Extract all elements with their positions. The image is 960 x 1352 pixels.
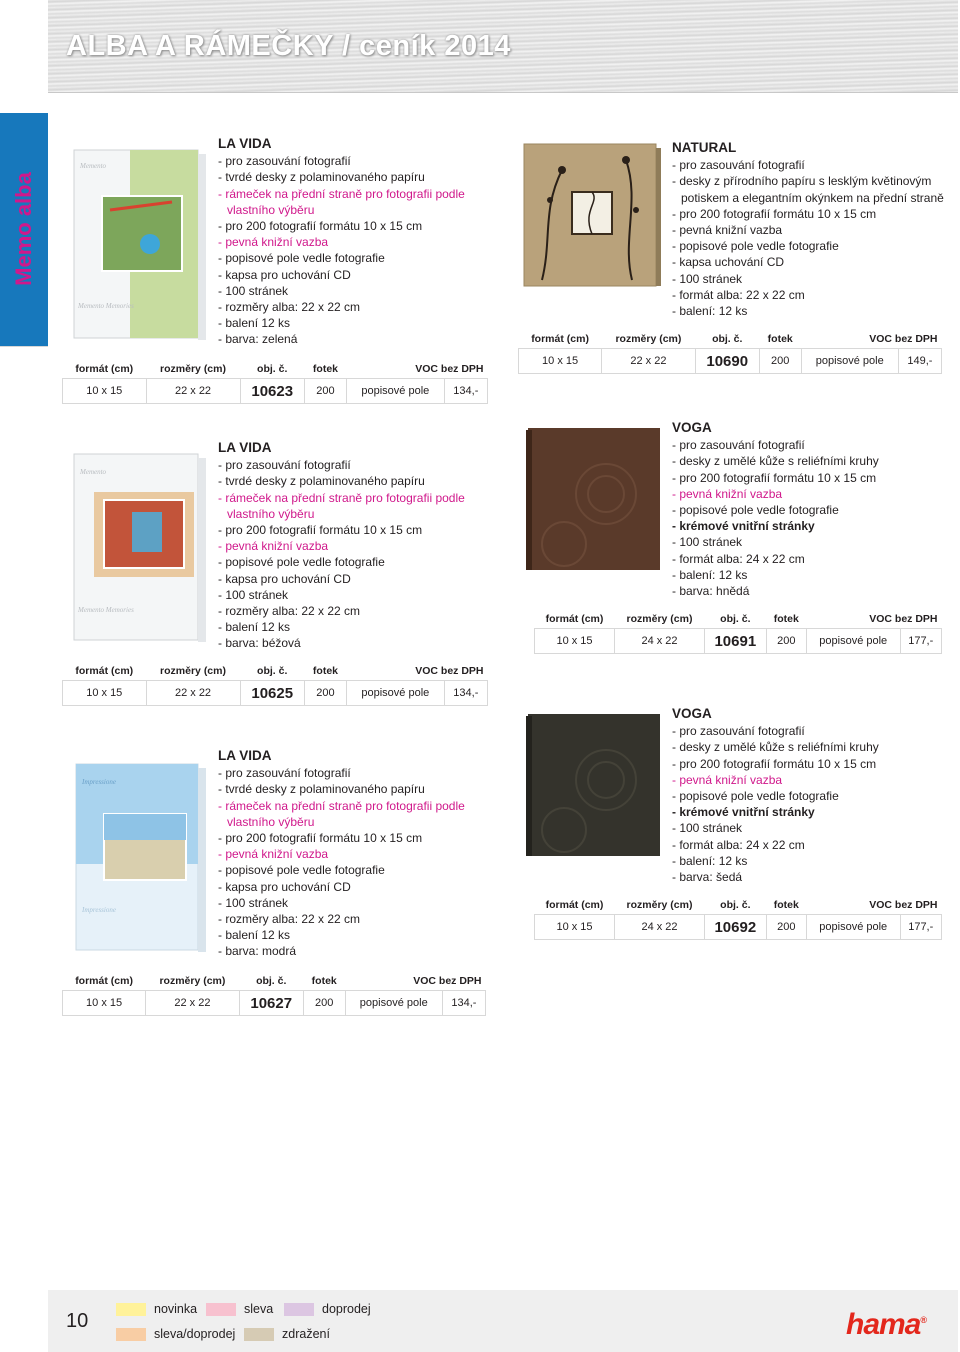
feature-line: - formát alba: 24 x 22 cm	[672, 837, 805, 852]
table-header-cell: obj. č.	[720, 613, 751, 625]
table-header-cell: fotek	[311, 975, 337, 987]
feature-line: - popisové pole vedle fotografie	[672, 503, 839, 518]
feature-line: vlastního výběru	[227, 814, 315, 829]
feature-line: - pro 200 fotografií formátu 10 x 15 cm	[218, 831, 423, 846]
table-cell-photos: 200	[303, 991, 345, 1016]
feature-line: - krémové vnitřní stránky	[672, 805, 815, 820]
registered-mark: ®	[920, 1315, 927, 1325]
feature-line: - pevná knižní vazba	[672, 223, 783, 238]
table-header-cell: formát (cm)	[75, 975, 133, 987]
feature-line: - rámeček na přední straně pro fotografii podle	[218, 798, 465, 813]
table-cell-photos: 200	[304, 681, 346, 706]
feature-line: - pevná knižní vazba	[672, 772, 783, 787]
feature-line: - rozměry alba: 22 x 22 cm	[218, 912, 361, 927]
feature-line: - barva: šedá	[672, 870, 743, 885]
price-table	[534, 610, 942, 654]
table-header-cell: rozměry (cm)	[159, 975, 226, 987]
feature-line: - kapsa pro uchování CD	[218, 267, 351, 282]
feature-line: - barva: béžová	[218, 636, 301, 651]
feature-line: - popisové pole vedle fotografie	[672, 239, 839, 254]
feature-line: - 100 stránek	[218, 587, 289, 602]
feature-line: potiskem a elegantním okýnkem na přední straně	[681, 190, 944, 205]
feature-line: - desky z umělé kůže s reliéfními kruhy	[672, 454, 879, 469]
table-cell-size: 22 x 22	[146, 379, 240, 404]
svg-text:Memento Memories: Memento Memories	[78, 302, 134, 310]
table-header-cell: VOC bez DPH	[415, 665, 484, 677]
table-cell-type: popisové pole	[345, 991, 442, 1016]
feature-line: - balení 12 ks	[218, 928, 291, 943]
table-cell-format: 10 x 15	[63, 379, 147, 404]
feature-line: - tvrdé desky z polaminovaného papíru	[218, 170, 425, 185]
table-cell-price: 134,-	[442, 991, 485, 1016]
product-description	[672, 420, 879, 599]
table-header-cell: fotek	[767, 333, 793, 345]
table-cell-price: 134,-	[444, 379, 487, 404]
feature-line: - rozměry alba: 22 x 22 cm	[218, 300, 361, 315]
table-header-cell: rozměry (cm)	[160, 665, 226, 677]
price-table	[518, 330, 942, 374]
svg-text:Impressione: Impressione	[82, 906, 116, 914]
legend-swatch-doprodej	[284, 1303, 314, 1316]
feature-line: - pro zasouvání fotografií	[672, 724, 805, 739]
album-cover-image	[522, 140, 662, 290]
feature-line: - rámeček na přední straně pro fotografii podle	[218, 186, 465, 201]
table-header-cell: VOC bez DPH	[869, 333, 938, 345]
table-cell-price: 134,-	[444, 681, 487, 706]
table-cell-price: 149,-	[898, 349, 941, 374]
svg-text:Memento: Memento	[80, 162, 107, 170]
table-cell-order: 10627	[239, 991, 303, 1016]
side-tab-label: Memo alba	[11, 172, 36, 286]
product-name: NATURAL	[672, 140, 737, 155]
product-name: VOGA	[672, 420, 712, 435]
feature-line: - balení: 12 ks	[672, 567, 748, 582]
table-header-cell: obj. č.	[720, 899, 751, 911]
table-header-cell: VOC bez DPH	[415, 363, 484, 375]
table-cell-photos: 200	[766, 915, 806, 940]
table-header-cell: rozměry (cm)	[626, 613, 693, 625]
side-tab	[0, 113, 48, 346]
legend-label-novinka: novinka	[154, 1302, 198, 1316]
feature-line: - kapsa pro uchování CD	[218, 571, 351, 586]
album-cover-image	[74, 762, 210, 954]
feature-line: - pevná knižní vazba	[218, 847, 329, 862]
feature-line: - popisové pole vedle fotografie	[218, 555, 385, 570]
feature-line: - pevná knižní vazba	[672, 486, 783, 501]
feature-line: - rozměry alba: 22 x 22 cm	[218, 604, 361, 619]
feature-line: - pro 200 fotografií formátu 10 x 15 cm	[672, 756, 877, 771]
table-cell-type: popisové pole	[346, 681, 444, 706]
table-cell-size: 22 x 22	[602, 349, 696, 374]
table-cell-type: popisové pole	[806, 915, 900, 940]
table-header-cell: fotek	[312, 665, 338, 677]
table-header-cell: obj. č.	[712, 333, 743, 345]
feature-line: - balení 12 ks	[218, 620, 291, 635]
table-cell-photos: 200	[304, 379, 346, 404]
legend-label-zdrazeni: zdražení	[282, 1327, 330, 1341]
feature-line: vlastního výběru	[227, 506, 315, 521]
feature-line: - formát alba: 22 x 22 cm	[672, 287, 805, 302]
table-cell-photos: 200	[766, 629, 806, 654]
album-cover-image	[524, 424, 664, 574]
table-header-cell: VOC bez DPH	[869, 613, 938, 625]
table-cell-order: 10692	[704, 915, 766, 940]
table-cell-format: 10 x 15	[535, 629, 615, 654]
table-cell-order: 10623	[240, 379, 304, 404]
feature-line: - barva: zelená	[218, 332, 298, 347]
feature-line: - barva: modrá	[218, 944, 297, 959]
feature-line: - 100 stránek	[218, 895, 289, 910]
table-cell-size: 22 x 22	[146, 681, 240, 706]
hama-logo	[846, 1308, 926, 1342]
table-cell-price: 177,-	[900, 629, 942, 654]
price-table	[62, 972, 486, 1016]
table-cell-format: 10 x 15	[63, 991, 146, 1016]
feature-line: - pro 200 fotografií formátu 10 x 15 cm	[218, 219, 423, 234]
feature-line: - pro 200 fotografií formátu 10 x 15 cm	[672, 206, 877, 221]
feature-line: - pro 200 fotografií formátu 10 x 15 cm	[218, 523, 423, 538]
table-header-cell: obj. č.	[257, 665, 288, 677]
legend-swatch-zdrazeni	[244, 1328, 274, 1341]
feature-line: - kapsa pro uchování CD	[218, 879, 351, 894]
legend-swatch-sleva-doprodej	[116, 1328, 146, 1341]
table-cell-price: 177,-	[900, 915, 942, 940]
feature-line: - pro zasouvání fotografií	[672, 158, 805, 173]
feature-line: - balení: 12 ks	[672, 304, 748, 319]
product-description	[672, 706, 879, 885]
page-title: ALBA A RÁMEČKY / ceník 2014	[66, 30, 511, 62]
price-table	[534, 896, 942, 940]
legend-label-sleva-doprodej: sleva/doprodej	[154, 1327, 236, 1341]
product-description	[672, 140, 944, 319]
svg-text:Memento: Memento	[80, 468, 107, 476]
table-cell-type: popisové pole	[806, 629, 900, 654]
feature-line: - 100 stránek	[218, 283, 289, 298]
feature-line: - 100 stránek	[672, 535, 743, 550]
table-header-cell: rozměry (cm)	[615, 333, 682, 345]
table-header-cell: formát (cm)	[531, 333, 589, 345]
feature-line: - balení: 12 ks	[672, 853, 748, 868]
feature-line: - 100 stránek	[672, 271, 743, 286]
table-header-cell: fotek	[773, 899, 799, 911]
price-table	[62, 360, 488, 404]
svg-text:Impressione: Impressione	[82, 778, 116, 786]
table-header-cell: rozměry (cm)	[160, 363, 226, 375]
album-cover-image	[72, 148, 210, 343]
feature-line: - pro zasouvání fotografií	[218, 154, 351, 169]
table-cell-photos: 200	[759, 349, 801, 374]
feature-line: - formát alba: 24 x 22 cm	[672, 551, 805, 566]
product-name: LA VIDA	[218, 136, 272, 151]
product-description	[218, 136, 465, 348]
feature-line: - rámeček na přední straně pro fotografii podle	[218, 490, 465, 505]
table-cell-order: 10691	[704, 629, 766, 654]
feature-line: - popisové pole vedle fotografie	[218, 863, 385, 878]
table-header-cell: fotek	[312, 363, 338, 375]
feature-line: - 100 stránek	[672, 821, 743, 836]
table-cell-size: 24 x 22	[615, 915, 705, 940]
feature-line: - pro zasouvání fotografií	[218, 458, 351, 473]
feature-line: - pro zasouvání fotografií	[218, 766, 351, 781]
svg-text:Memento Memories: Memento Memories	[78, 606, 134, 614]
product-description	[218, 748, 465, 960]
table-cell-format: 10 x 15	[63, 681, 147, 706]
table-cell-size: 22 x 22	[146, 991, 240, 1016]
album-cover-image	[72, 452, 210, 644]
feature-line: - desky z přírodního papíru s lesklým květinovým	[672, 174, 932, 189]
table-cell-format: 10 x 15	[519, 349, 602, 374]
table-header-cell: rozměry (cm)	[626, 899, 693, 911]
feature-line: - pro 200 fotografií formátu 10 x 15 cm	[672, 470, 877, 485]
legend-label-sleva: sleva	[244, 1302, 274, 1316]
page-number: 10	[66, 1310, 89, 1332]
table-cell-type: popisové pole	[801, 349, 898, 374]
product-name: LA VIDA	[218, 440, 272, 455]
table-cell-format: 10 x 15	[535, 915, 615, 940]
legend-swatch-sleva	[206, 1303, 236, 1316]
product-description	[218, 440, 465, 652]
feature-line: - desky z umělé kůže s reliéfními kruhy	[672, 740, 879, 755]
side-divider	[0, 346, 48, 347]
feature-line: - popisové pole vedle fotografie	[672, 789, 839, 804]
feature-line: - balení 12 ks	[218, 316, 291, 331]
table-header-cell: VOC bez DPH	[413, 975, 482, 987]
album-cover-image	[524, 710, 664, 860]
table-header-cell: obj. č.	[256, 975, 287, 987]
table-header-cell: fotek	[773, 613, 799, 625]
header-banner	[48, 0, 958, 93]
table-cell-type: popisové pole	[346, 379, 444, 404]
price-table	[62, 662, 488, 706]
feature-line: - popisové pole vedle fotografie	[218, 251, 385, 266]
feature-line: - barva: hnědá	[672, 584, 750, 599]
footer	[48, 1290, 958, 1352]
feature-line: - kapsa uchování CD	[672, 255, 785, 270]
table-header-cell: formát (cm)	[75, 363, 134, 375]
feature-line: - pevná knižní vazba	[218, 539, 329, 554]
legend-swatch-novinka	[116, 1303, 146, 1316]
table-header-cell: obj. č.	[257, 363, 288, 375]
table-cell-order: 10690	[695, 349, 759, 374]
feature-line: - tvrdé desky z polaminovaného papíru	[218, 474, 425, 489]
feature-line: - tvrdé desky z polaminovaného papíru	[218, 782, 425, 797]
table-header-cell: VOC bez DPH	[869, 899, 938, 911]
product-name: VOGA	[672, 706, 712, 721]
logo-text: hama	[846, 1308, 921, 1341]
table-header-cell: formát (cm)	[545, 613, 604, 625]
table-cell-size: 24 x 22	[615, 629, 705, 654]
table-header-cell: formát (cm)	[545, 899, 604, 911]
feature-line: vlastního výběru	[227, 202, 315, 217]
table-cell-order: 10625	[240, 681, 304, 706]
feature-line: - pevná knižní vazba	[218, 235, 329, 250]
product-name: LA VIDA	[218, 748, 272, 763]
legend-label-doprodej: doprodej	[322, 1302, 371, 1316]
table-header-cell: formát (cm)	[75, 665, 134, 677]
feature-line: - pro zasouvání fotografií	[672, 438, 805, 453]
feature-line: - krémové vnitřní stránky	[672, 519, 815, 534]
